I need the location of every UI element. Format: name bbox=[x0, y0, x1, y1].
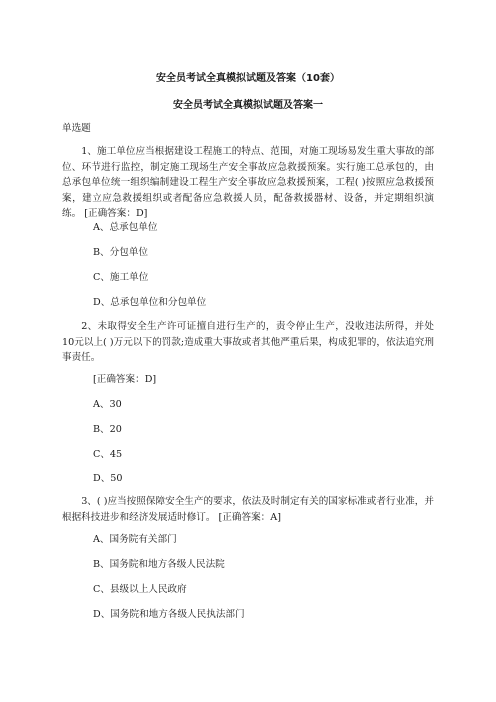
question-3-option-d: D、国务院和地方各级人民执法部门 bbox=[93, 609, 245, 620]
question-1-option-a: A、总承包单位 bbox=[93, 222, 158, 233]
question-2-option-d: D、50 bbox=[93, 473, 123, 484]
question-1-option-c: C、施工单位 bbox=[93, 272, 149, 283]
question-2-option-a: A、30 bbox=[93, 399, 122, 410]
section-heading: 单选题 bbox=[62, 123, 91, 134]
question-1-text: 1、施工单位应当根据建设工程施工的特点、范围，对施工现场易发生重大事故的部位、环节进行监控，制定施工现场生产安全事故应急救援预案。实行施工总承包的，由总承包单位统一组织编制建设工程生产安全事故应急救援预案，工程( )按照应急救援预案，建立应急救援组织或者配备应急救援人员，配备救援器材、设备，并定期组织演练。 [正确答案：D] bbox=[62, 146, 434, 219]
document-subtitle: 安全员考试全真模拟试题及答案一 bbox=[173, 100, 323, 111]
question-3-option-a: A、国务院有关部门 bbox=[93, 534, 177, 545]
document-title: 安全员考试全真模拟试题及答案（10套） bbox=[156, 73, 340, 84]
question-2-answer: [正确答案：D] bbox=[93, 374, 157, 385]
question-1-option-b: B、分包单位 bbox=[93, 247, 149, 258]
question-2-option-c: C、45 bbox=[93, 449, 123, 460]
question-1-option-d: D、总承包单位和分包单位 bbox=[93, 297, 207, 308]
question-3-text: 3、( )应当按照保障安全生产的要求，依法及时制定有关的国家标准或者行业准，并根据科技进步和经济发展适时修订。 [正确答案：A] bbox=[62, 496, 434, 523]
question-2-text: 2、未取得安全生产许可证擅自进行生产的，责令停止生产，没收违法所得，并处10元以上( )万元以下的罚款;造成重大事故或者其他严重后果，构成犯罪的，依法追究刑事责任。 bbox=[62, 321, 434, 363]
question-2-option-b: B、20 bbox=[93, 424, 122, 435]
question-3-option-c: C、县级以上人民政府 bbox=[93, 584, 187, 595]
question-3-option-b: B、国务院和地方各级人民法院 bbox=[93, 559, 225, 570]
